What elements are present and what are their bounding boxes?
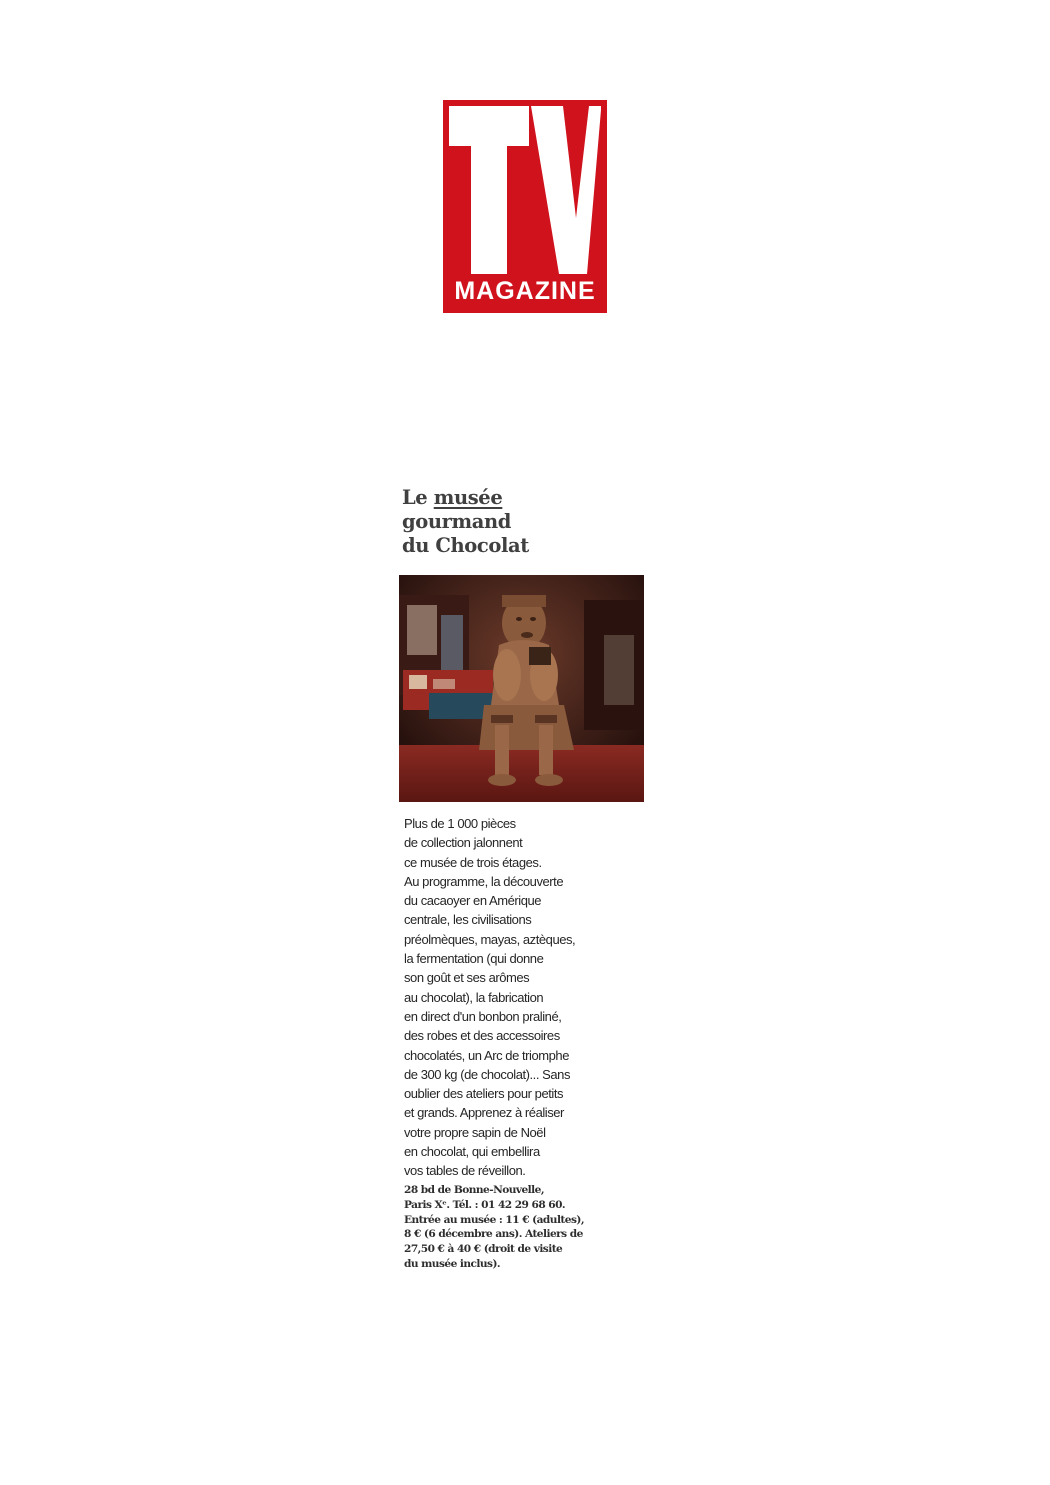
logo-tv-glyphs	[449, 106, 601, 274]
article-practical-info	[404, 1183, 644, 1272]
body-line: centrale, les civilisations	[404, 912, 532, 928]
info-line: Entrée au musée : 11 € (adultes),	[404, 1213, 584, 1226]
tv-magazine-logo	[443, 100, 607, 313]
headline-line-2: gourmand	[402, 510, 511, 533]
article	[399, 486, 644, 1270]
article-headline	[399, 486, 644, 558]
body-line: chocolatés, un Arc de triomphe	[404, 1047, 569, 1063]
headline-underlined-word: musée	[433, 486, 503, 509]
body-line: des robes et des accessoires	[404, 1028, 560, 1044]
info-line: 27,50 € à 40 € (droit de visite	[404, 1243, 563, 1256]
body-line: en direct d'un bonbon praliné,	[404, 1008, 562, 1024]
body-line: en chocolat, qui embellira	[404, 1144, 540, 1160]
headline-line-3: du Chocolat	[402, 534, 529, 557]
logo-tv-letters	[449, 106, 601, 274]
body-line: oublier des ateliers pour petits	[404, 1086, 564, 1102]
body-line: Au programme, la découverte	[404, 873, 564, 889]
headline-line-1	[402, 486, 644, 510]
body-line: vos tables de réveillon.	[404, 1163, 526, 1179]
body-line: son goût et ses arômes	[404, 970, 530, 986]
info-line: Paris Xᵉ. Tél. : 01 42 29 68 60.	[404, 1198, 566, 1211]
body-line: ce musée de trois étages.	[404, 854, 542, 870]
body-line: du cacaoyer en Amérique	[404, 893, 542, 909]
body-line: de collection jalonnent	[404, 835, 523, 851]
body-line: Plus de 1 000 pièces	[404, 816, 516, 831]
statue-photo	[399, 575, 644, 802]
headline-prefix: Le	[402, 486, 434, 509]
body-line: votre propre sapin de Noël	[404, 1124, 546, 1140]
article-body	[404, 814, 644, 1181]
info-line: 28 bd de Bonne-Nouvelle,	[404, 1184, 544, 1196]
body-line: et grands. Apprenez à réaliser	[404, 1105, 564, 1121]
body-line: au chocolat), la fabrication	[404, 989, 544, 1005]
info-line: du musée inclus).	[404, 1257, 501, 1270]
body-line: préolmèques, mayas, aztèques,	[404, 931, 576, 947]
body-line: la fermentation (qui donne	[404, 951, 544, 967]
logo-magazine-word: MAGAZINE	[454, 277, 596, 305]
info-line: 8 € (6 décembre ans). Ateliers de	[404, 1228, 583, 1241]
body-line: de 300 kg (de chocolat)... Sans	[404, 1066, 570, 1082]
statue-photo-illustration	[399, 575, 644, 802]
